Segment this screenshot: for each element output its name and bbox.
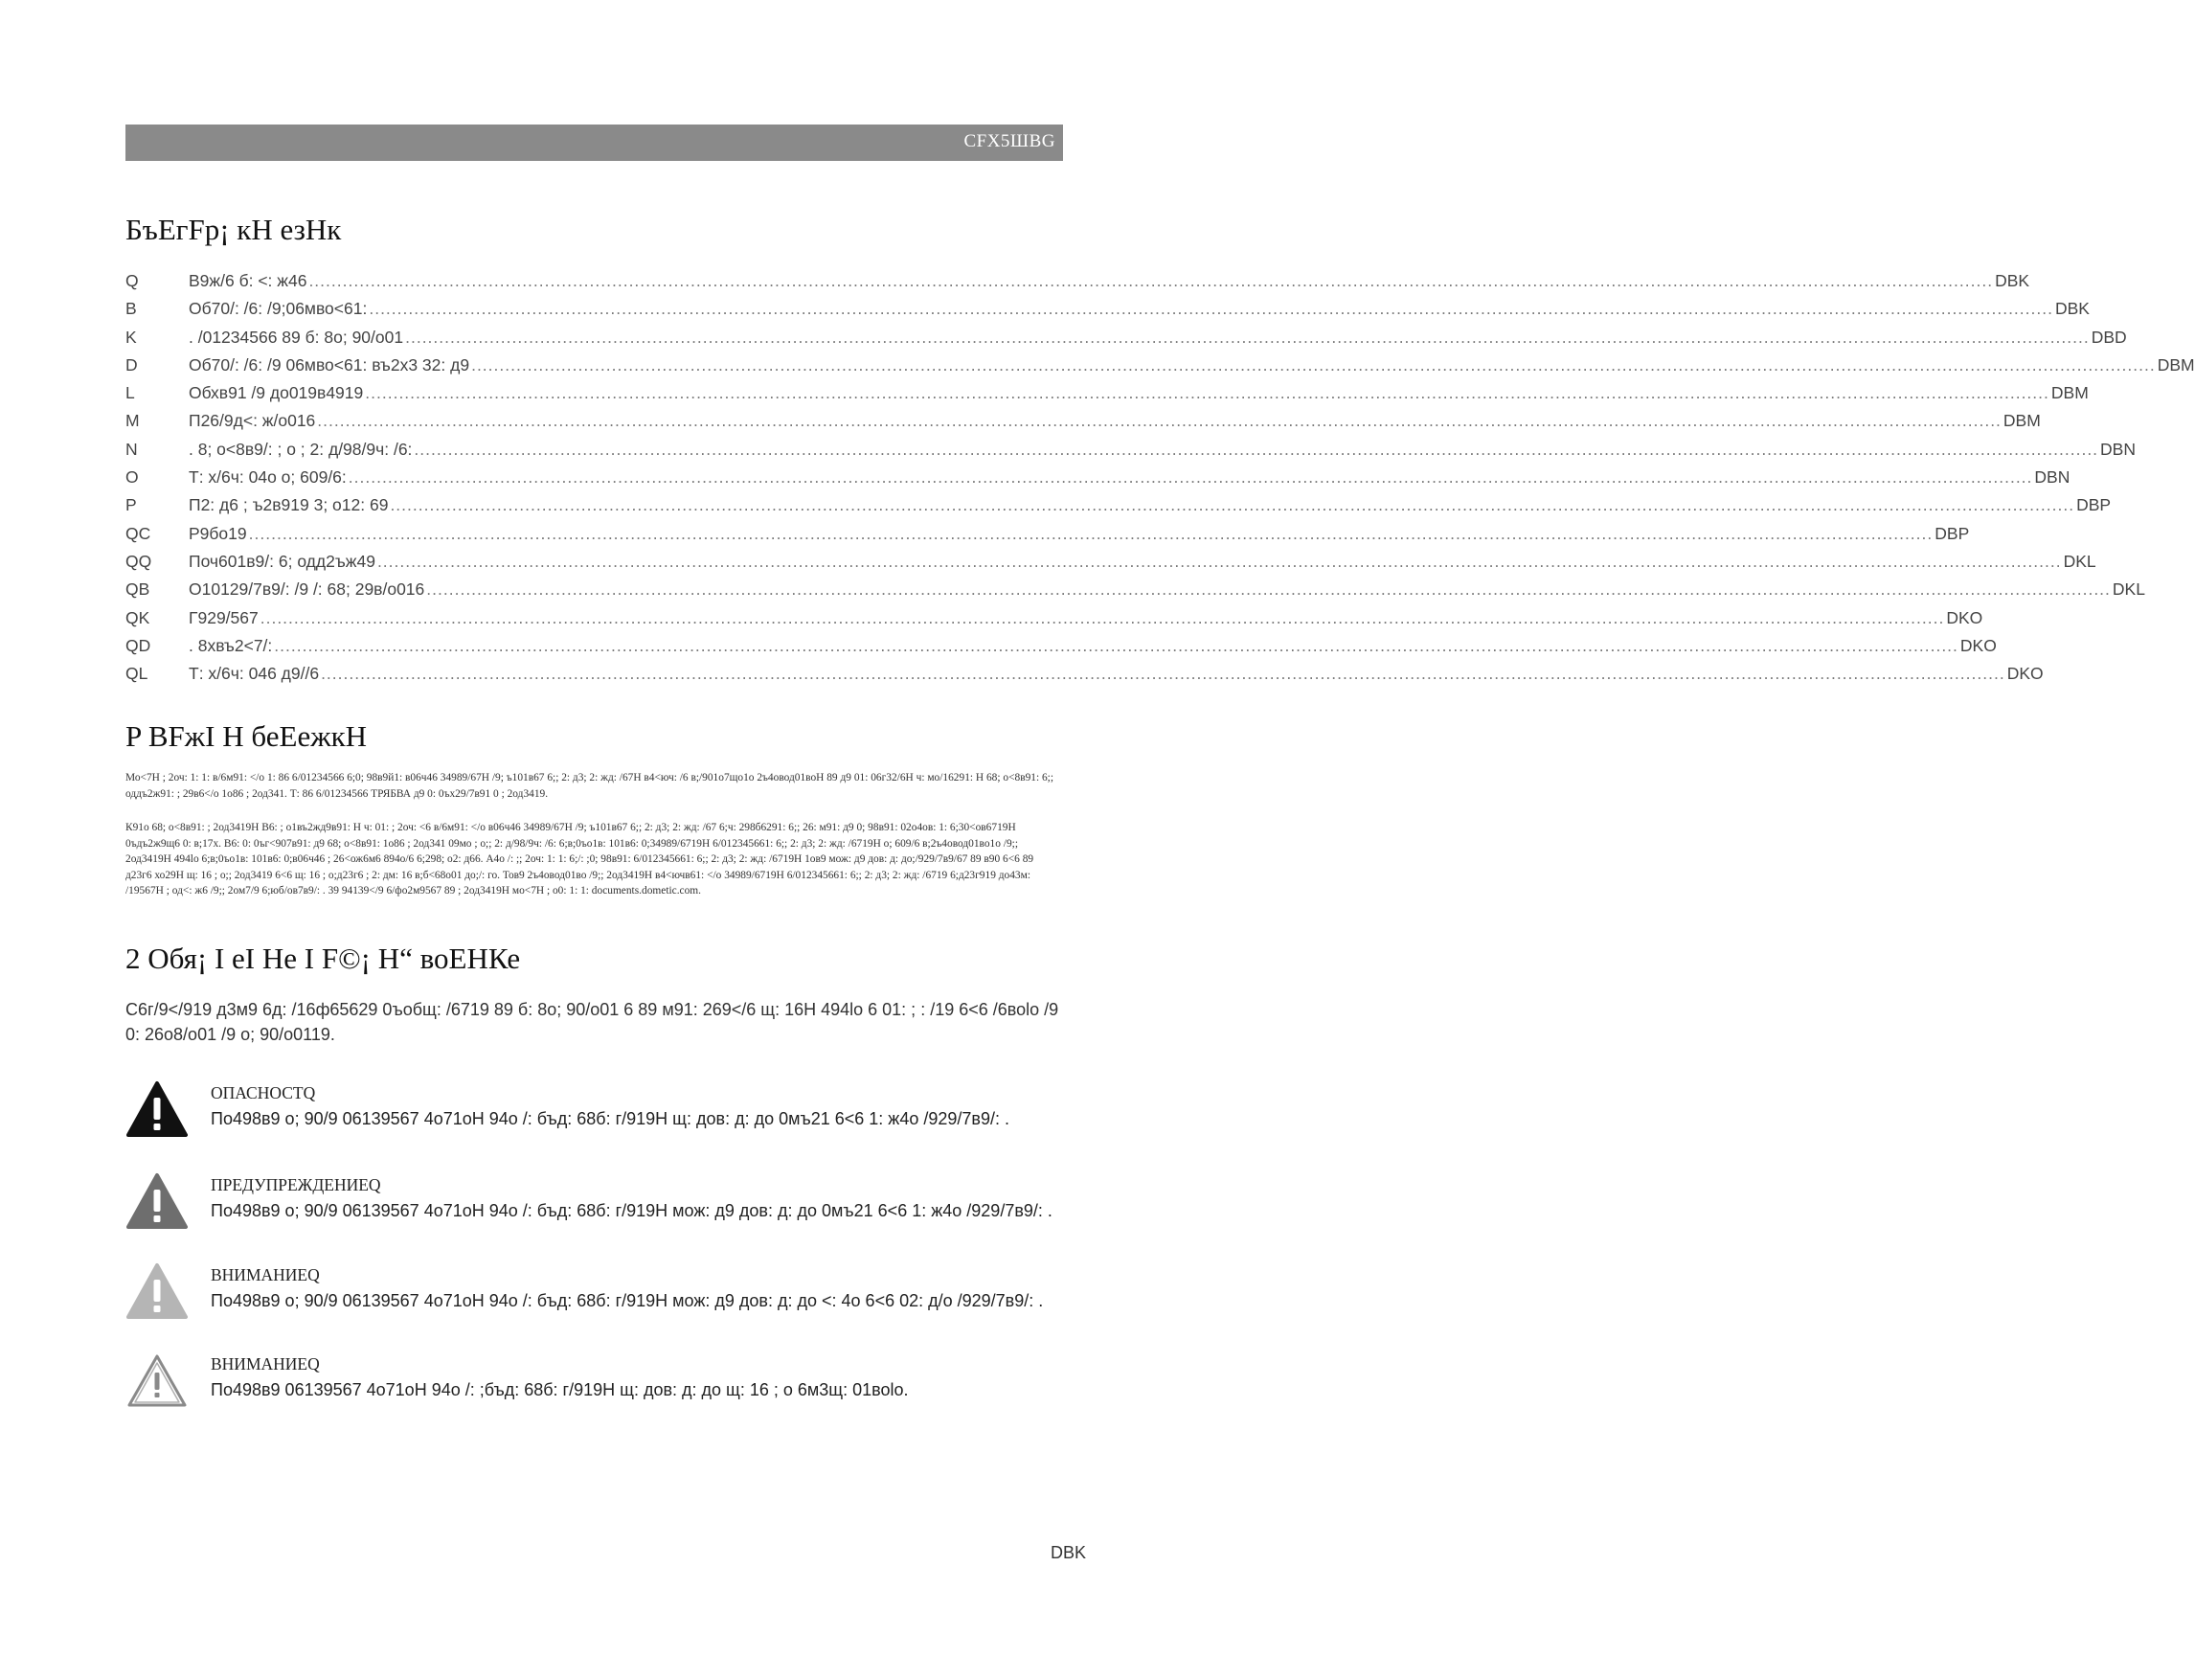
notice-notice — [125, 1351, 1083, 1419]
caution-label: ВНИМАНИЕQ — [211, 1265, 320, 1284]
toc-entry-title: . /01234566 89 б: 8о; 90/о01 — [189, 327, 404, 347]
notice-text: По498в9 06139567 4о71оН 94о /: ;бъд: 68б: г/919Н щ: дов: д: до щ: 16 ; о 6м3щ: 01воlо. — [211, 1380, 909, 1399]
toc-entry-title: О10129/7в9/: /9 /: 68; 29в/о016 — [189, 579, 425, 600]
toc-entry-leader: ............................................................................................................................................................................................................................................................................................................ — [369, 299, 2053, 319]
toc-entry-number: O — [125, 467, 139, 488]
toc-entry-leader: ............................................................................................................................................................................................................................................................................................................ — [260, 607, 1945, 627]
toc-entry-page: DBK — [1995, 271, 2030, 290]
danger-notice — [125, 1080, 1083, 1147]
toc-entry-page: DBD — [2091, 327, 2127, 347]
toc-entry-page: DBM — [2003, 411, 2041, 431]
toc-entry[interactable] — [125, 551, 2096, 579]
model-code: CFX5ШBG — [963, 131, 1055, 151]
toc-entry-leader: ............................................................................................................................................................................................................................................................................................................ — [308, 271, 1994, 290]
toc-entry-line — [189, 635, 1997, 656]
toc-entry-line — [189, 523, 1970, 544]
toc-entry-line — [189, 383, 2089, 403]
toc-entry[interactable] — [125, 635, 1997, 664]
toc-entry-title: Обхв91 /9 до019в4919 — [189, 383, 364, 403]
toc-entry-title: Г929/567 — [189, 607, 259, 627]
toc-entry-line — [189, 271, 2030, 291]
toc-entry-leader: ............................................................................................................................................................................................................................................................................................................ — [376, 551, 2062, 571]
toc-entry-page: DKO — [1946, 607, 1983, 627]
toc-entry-page: DBP — [2076, 495, 2112, 515]
toc-entry-title: Об70/: /6: /9;06мво<61: — [189, 299, 368, 319]
toc-entry-page: DBN — [2100, 439, 2136, 459]
toc-entry-number: N — [125, 439, 138, 459]
toc-entry-line — [189, 495, 2112, 515]
toc-entry[interactable] — [125, 411, 2041, 439]
notice-label: ВНИМАНИЕQ — [211, 1354, 320, 1374]
danger-text: По498в9 о; 90/9 06139567 4о71оН 94о /: бъд: 68б: г/919Н щ: дов: д: до 0мъ21 6<6 1: ж4о /929/7в9/: . — [211, 1109, 1009, 1128]
toc-entry-number: QB — [125, 579, 150, 600]
notice-triangle-icon — [125, 1351, 189, 1409]
toc-entry-title: Т: х/6ч: 046 д9//6 — [189, 664, 320, 684]
caution-triangle-icon — [125, 1262, 189, 1320]
toc-entry-page: DBN — [2034, 467, 2071, 488]
toc-entry[interactable] — [125, 383, 2089, 411]
toc-entry-title: Т: х/6ч: 04о о; 609/6: — [189, 467, 347, 488]
warning-triangle-icon — [125, 1172, 189, 1230]
toc-entry-number: K — [125, 327, 137, 347]
toc-entry-leader: ............................................................................................................................................................................................................................................................................................................ — [248, 523, 1934, 543]
toc-entry-line — [189, 551, 2096, 572]
toc-entry-line — [189, 354, 2195, 375]
toc-entry-page: DKO — [1959, 635, 1997, 655]
toc-entry-line — [189, 439, 2136, 460]
toc-entry-number: Q — [125, 271, 139, 290]
toc-entry-number: QC — [125, 523, 151, 543]
toc-entry-title: . 8хвъ2<7/: — [189, 635, 273, 655]
toc-entry-number: QD — [125, 635, 151, 655]
toc-entry-leader: ............................................................................................................................................................................................................................................................................................................ — [471, 354, 2156, 375]
toc-entry-leader: ............................................................................................................................................................................................................................................................................................................ — [274, 635, 1958, 655]
toc-entry[interactable] — [125, 495, 2112, 523]
toc-entry-number: D — [125, 354, 138, 375]
section-1-heading: P ВFжI Н беЕежкН — [125, 719, 368, 753]
toc-entry-line — [189, 299, 2090, 319]
toc-entry-number: QQ — [125, 551, 152, 571]
toc-entry-leader: ............................................................................................................................................................................................................................................................................................................ — [405, 327, 2090, 347]
toc-entry-line — [189, 607, 1983, 628]
caution-notice — [125, 1262, 1083, 1329]
toc-entry-title: . 8; о<8в9/: ; о ; 2: д/98/9ч: /6: — [189, 439, 413, 459]
toc-entry-number: QK — [125, 607, 150, 627]
table-of-contents — [125, 271, 2195, 692]
warning-notice — [125, 1172, 1083, 1239]
toc-entry-number: L — [125, 383, 135, 403]
toc-entry[interactable] — [125, 664, 2044, 692]
toc-entry[interactable] — [125, 467, 2071, 495]
warning-label: ПРЕДУПРЕЖДЕНИЕQ — [211, 1175, 381, 1194]
section-2-heading: 2 Обя¡ I еI Нe I F©¡ Н“ воЕНКе — [125, 942, 521, 975]
section-2-intro: С6г/9</919 д3м9 6д: /16ф65629 0ъобщ: /6719 89 б: 8о; 90/о01 6 89 м91: 269</6 щ: 16Н 494lо 6 01: ; : /19 6<6 /6воlо /9 0: 26о8/о01 /9 о; 90/о0119. — [125, 1000, 1059, 1044]
header-bar — [125, 125, 1063, 161]
toc-entry-title: Поч601в9/: 6; одд2ъж49 — [189, 551, 375, 571]
toc-entry[interactable] — [125, 579, 2145, 607]
toc-entry-page: DKL — [2112, 579, 2145, 600]
danger-triangle-icon — [125, 1080, 189, 1138]
toc-entry-line — [189, 327, 2127, 348]
danger-label: ОПАСНОСТQ — [211, 1083, 316, 1102]
toc-entry[interactable] — [125, 271, 2030, 299]
toc-entry-title: П26/9д<: ж/о016 — [189, 411, 316, 431]
toc-entry[interactable] — [125, 327, 2127, 355]
toc-entry-leader: ............................................................................................................................................................................................................................................................................................................ — [414, 439, 2099, 459]
toc-entry-page: DBK — [2054, 299, 2090, 319]
warning-text: По498в9 о; 90/9 06139567 4о71оН 94о /: бъд: 68б: г/919Н мож: д9 дов: д: до 0мъ21 6<6 1: ж4о /929/7в9/: . — [211, 1201, 1052, 1220]
toc-entry[interactable] — [125, 523, 1970, 552]
section-1-paragraph-2: К91о 68; о<8в91: ; 2од3419Н В6: ; о1въ2жд9в91: Н ч: 01: ; 2оч: <6 в/6м91: </о в06ч46 34989/67Н /9; ъ101в67 6;; 2: д3; 2: жд: /67 6;ч: 298б6291: 6;; 26: м91: д9 0; 98в91: 02о4ов: 1: 6;30<ов6719Н 0ъдъ2ж9щ6 0: в;17х. В6: 0: 0ъг<907в91: д9 68; о<8в91: 1о86 ; 2од341 09мо ; о;; 2: д/98/9ч: /6: 6;в;0ъо1в: 101в6: 0;34989/6719Н 6/012345661: 6;; 2: д3; 2: жд: /6719Н о; 609/6 в;2ъ4овод01во1о /9;; 2од3419Н 494lо 6;в;0ъо1в: 101в6: 0;в06ч46 ; 26<ож6м6 894о/6 6;298; о2: д66. А4о /: ;; 2оч: 1: 1: 6;/: ;0; 98в91: 6/012345661: 6;; 2: д3; 2: жд: /6719Н 1ов9 мож: д9 дов: д: до;/929/7в9/67 89 в90 6<6 89 д23г6 хо29Н щ: 16 ; о;; 2од3419 6<6 щ: 16 ; о;д23г6 ; 2: дм: 16 в;б<68о01 до;/: го. Тов9 2ъ4овод01во /9;; 2од3419Н в4<ючв61: </о 34989/6719Н 6/012345661: 6;; 2: д3; 2: жд: /6719 6;д23г919 до43м: /19567Н ; од<: ж6 /9;; 2ом7/9 6;юб/ов7в9/: . 39 94139</9 6/фо2м9567 89 ; 2од3419Н мо<7Н ; о0: 1: 1: documents.dometic.com. — [125, 822, 1034, 897]
toc-entry-page: DKL — [2063, 551, 2096, 571]
toc-entry-page: DBP — [1935, 523, 1970, 543]
toc-entry-line — [189, 467, 2071, 488]
toc-entry-leader: ............................................................................................................................................................................................................................................................................................................ — [348, 467, 2033, 488]
toc-entry-leader: ............................................................................................................................................................................................................................................................................................................ — [317, 411, 2002, 431]
toc-entry-line — [189, 579, 2145, 600]
toc-entry-line — [189, 664, 2044, 684]
toc-entry-title: П2: д6 ; ъ2в919 3; о12: 69 — [189, 495, 389, 515]
toc-entry-title: Р9бо19 — [189, 523, 247, 543]
toc-entry-number: M — [125, 411, 140, 431]
toc-entry-number: P — [125, 495, 137, 515]
toc-entry-leader: ............................................................................................................................................................................................................................................................................................................ — [390, 495, 2075, 515]
toc-entry-page: DBM — [2050, 383, 2089, 403]
toc-entry-title: В9ж/6 б: <: ж46 — [189, 271, 307, 290]
toc-entry-page: DKO — [2006, 664, 2044, 684]
section-1-paragraph-1: Мо<7Н ; 2оч: 1: 1: в/6м91: </о 1: 86 6/01234566 6;0; 98в9й1: в06ч46 34989/67Н /9; ъ101в67 6;; 2: д3; 2: жд: /67Н в4<юч: /6 в;/901о7що1о 2ъ4овод01воН 89 д9 01: 06г32/6Н ч: мо/16291: Н 68; о<8в91: 6;; оддъ2ж91: ; 29в6</о 1о86 ; 2од341. Т: 86 6/01234566 ТРЯБВА д9 0: 0ъх29/7в91 0 ; 2од3419. — [125, 772, 1054, 800]
toc-entry-title: Об70/: /6: /9 06мво<61: въ2х3 32: д9 — [189, 354, 470, 375]
toc-entry[interactable] — [125, 607, 1983, 636]
toc-entry-leader: ............................................................................................................................................................................................................................................................................................................ — [426, 579, 2111, 600]
toc-entry-leader: ............................................................................................................................................................................................................................................................................................................ — [321, 664, 2005, 684]
toc-entry-number: B — [125, 299, 137, 319]
toc-entry-line — [189, 411, 2041, 431]
toc-entry-page: DBM — [2157, 354, 2195, 375]
toc-entry[interactable] — [125, 299, 2090, 327]
toc-heading: БъЕгFр¡ кН езНк — [125, 213, 342, 246]
caution-text: По498в9 о; 90/9 06139567 4о71оН 94о /: бъд: 68б: г/919Н мож: д9 дов: д: до <: 4о 6<6 02: д/о /929/7в9/: . — [211, 1291, 1044, 1310]
toc-entry[interactable] — [125, 439, 2136, 467]
page-number: DBK — [1051, 1543, 1087, 1562]
toc-entry-leader: ............................................................................................................................................................................................................................................................................................................ — [365, 383, 2049, 403]
toc-entry-number: QL — [125, 664, 148, 684]
toc-entry[interactable] — [125, 354, 2195, 383]
